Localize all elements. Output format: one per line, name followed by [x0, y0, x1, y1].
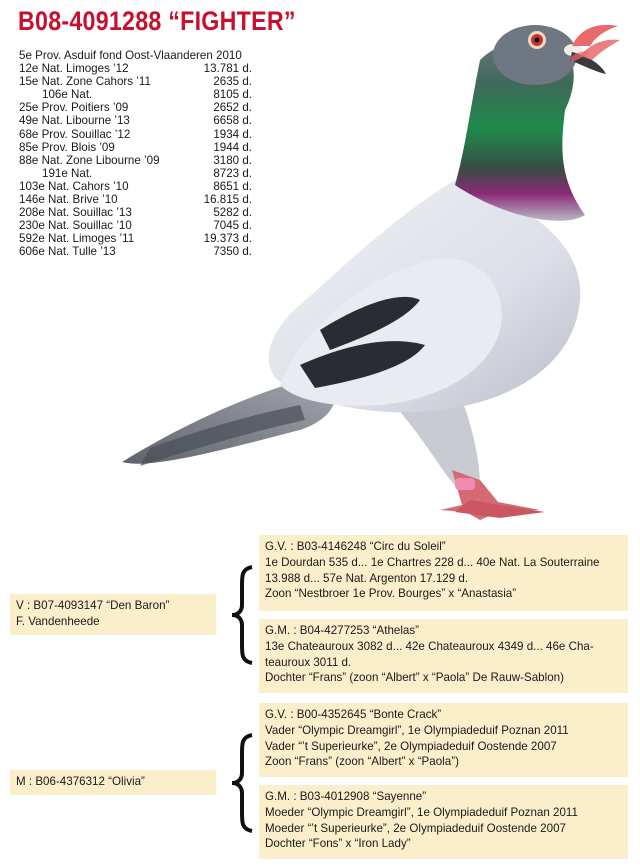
result-distance: 6658 d. [213, 114, 252, 128]
pedigree-line: Moeder “’t Superieurke”, 2e Olympiadeduif Oostende 2007 [265, 821, 566, 835]
result-place: 106e Nat. [42, 88, 93, 102]
pedigree-line: Dochter “Fons” x “Iron Lady” [265, 837, 411, 851]
pedigree-mother-box [10, 770, 216, 795]
pedigree-line: Vader “Olympic Dreamgirl”, 1e Olympiadeduif Poznan 2011 [265, 723, 569, 737]
result-place: 12e Nat. Limoges ’12 [19, 62, 129, 76]
pedigree-line: 1e Dourdan 535 d... 1e Chartres 228 d... 40e Nat. La Souterraine [265, 555, 600, 569]
pedigree-line: G.M. : B03-4012908 “Sayenne” [265, 790, 427, 803]
pedigree-father-grandfather-box [259, 535, 628, 611]
result-distance: 7045 d. [213, 219, 252, 233]
pedigree-line: Zoon “Nestbroer 1e Prov. Bourges” x “Anastasia” [265, 587, 517, 601]
pedigree-line: Dochter “Frans” (zoon “Albert” x “Paola” De Rauw-Sablon) [265, 671, 564, 685]
pedigree-mother-grandfather-box [259, 703, 628, 777]
result-distance: 13.781 d. [203, 62, 252, 76]
pedigree-line: Zoon “Frans” (zoon “Albert” x “Paola”) [265, 755, 459, 769]
pedigree-line: V : B07-4093147 “Den Baron” [16, 599, 170, 612]
result-distance: 8651 d. [213, 179, 252, 193]
result-place: 230e Nat. Souillac ’10 [19, 219, 132, 233]
pedigree-father-grandmother-box [259, 619, 628, 693]
leg-ring [455, 478, 475, 490]
pedigree-line: Vader “’t Superieurke”, 2e Olympiadeduif Oostende 2007 [265, 739, 557, 753]
result-distance: 1934 d. [213, 127, 252, 141]
result-place: 68e Prov. Souillac ’12 [19, 127, 131, 141]
pedigree-father-box [10, 594, 216, 635]
result-distance: 2635 d. [213, 75, 252, 89]
result-place: 25e Prov. Poitiers ’09 [19, 101, 129, 115]
result-place: 606e Nat. Tulle ’13 [19, 245, 116, 259]
pigeon-title: B08-4091288 “FIGHTER” [18, 6, 296, 36]
result-distance: 16.815 d. [203, 193, 252, 207]
pedigree-line: Moeder “Olympic Dreamgirl”, 1e Olympiadeduif Poznan 2011 [265, 805, 578, 819]
pedigree-line: G.V. : B03-4146248 “Circ du Soleil” [265, 540, 446, 553]
result-place: 208e Nat. Souillac ’13 [19, 206, 132, 220]
result-place: 88e Nat. Zone Libourne ’09 [19, 153, 160, 167]
pedigree-line: 13e Chateauroux 3082 d... 42e Chateauroux 4349 d... 46e Cha- [265, 639, 594, 653]
result-distance: 19.373 d. [203, 232, 252, 246]
pedigree-mother-grandmother-box [259, 785, 628, 859]
result-distance: 1944 d. [213, 140, 252, 154]
logo-icon [566, 16, 624, 64]
result-distance: 5282 d. [213, 206, 252, 220]
pedigree-line: M : B06-4376312 “Olivia” [16, 775, 145, 788]
result-distance: 8723 d. [213, 166, 252, 180]
pedigree-line: F. Vandenheede [16, 614, 100, 628]
pedigree-line: G.V. : B00-4352645 “Bonte Crack” [265, 708, 442, 721]
father-brace-icon [228, 565, 258, 665]
pedigree-line: 13.988 d... 57e Nat. Argenton 17.129 d. [265, 571, 469, 585]
result-distance: 7350 d. [213, 245, 252, 259]
result-place: 15e Nat. Zone Cahors ’11 [19, 75, 151, 89]
result-distance: 3180 d. [213, 153, 252, 167]
result-place: 85e Prov. Blois ’09 [19, 140, 115, 154]
result-place: 191e Nat. [42, 166, 93, 180]
pedigree-line: G.M. : B04-4277253 “Athelas” [265, 624, 420, 637]
result-place: 103e Nat. Cahors ’10 [19, 179, 129, 193]
result-distance: 8105 d. [213, 88, 252, 102]
result-place: 592e Nat. Limoges ’11 [19, 232, 135, 246]
result-place: 146e Nat. Brive ’10 [19, 193, 118, 207]
pedigree-line: teauroux 3011 d. [265, 655, 352, 669]
result-place: 5e Prov. Asduif fond Oost-Vlaanderen 2010 [19, 49, 242, 62]
result-place: 49e Nat. Libourne ’13 [19, 114, 130, 128]
result-distance: 2652 d. [213, 101, 252, 115]
mother-brace-icon [228, 733, 258, 833]
